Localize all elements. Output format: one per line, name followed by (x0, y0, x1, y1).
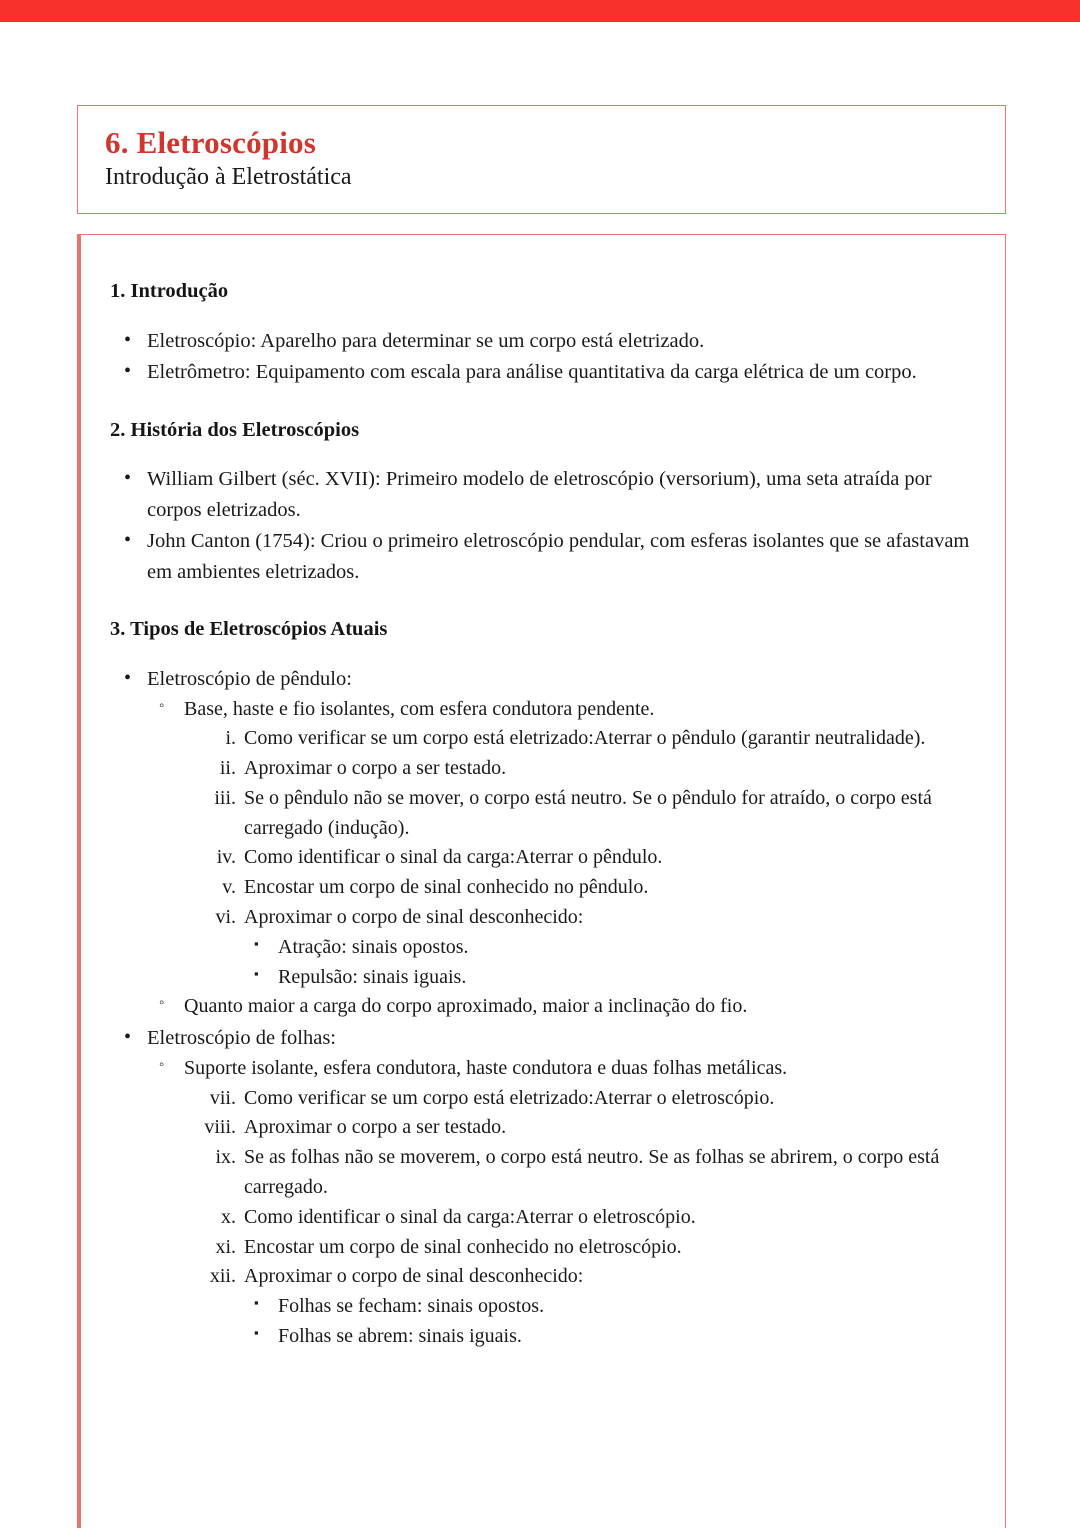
step-item (184, 843, 975, 873)
list-item-text: Suporte isolante, esfera condutora, haste condutora e duas folhas metálicas. (184, 1056, 788, 1079)
list-item (147, 992, 975, 1022)
step-item (184, 724, 975, 754)
step-item (184, 1203, 975, 1233)
square-bullet-icon: ▪ (254, 935, 259, 951)
step-text: Como identificar o sinal da carga:Aterrar o pêndulo. (244, 846, 663, 869)
section-tipos (110, 617, 975, 1351)
outcome-item (244, 933, 975, 963)
square-bullet-icon: ▪ (254, 1295, 259, 1311)
folhas-steps (184, 1084, 975, 1352)
section-heading: 2. História dos Eletroscópios (110, 418, 360, 441)
step-text: Aproximar o corpo de sinal desconhecido: (244, 1265, 584, 1288)
document-body-box (77, 234, 1006, 1528)
bullet-icon: • (124, 1026, 132, 1049)
step-item (184, 873, 975, 903)
pendulo-outcomes (244, 933, 975, 993)
page-title: 6. Eletroscópios (105, 125, 317, 160)
step-text: Como verificar se um corpo está eletrizado:Aterrar o pêndulo (garantir neutralidade). (244, 727, 926, 750)
pendulo-sublist (147, 695, 975, 1023)
step-text: Se o pêndulo não se mover, o corpo está neutro. Se o pêndulo for atraído, o corpo está carregado (indução). (244, 786, 932, 839)
bullet-icon: • (124, 360, 132, 383)
list-item-text: William Gilbert (séc. XVII): Primeiro modelo de eletroscópio (versorium), uma seta atraída por corpos eletrizados. (147, 468, 932, 521)
hollow-bullet-icon: ◦ (159, 697, 165, 714)
section-introducao (110, 279, 975, 388)
step-item (184, 754, 975, 784)
outcome-item (244, 1322, 975, 1352)
section-list (110, 326, 975, 388)
list-item-text: John Canton (1754): Criou o primeiro eletroscópio pendular, com esferas isolantes que se afastavam em ambientes eletrizados. (147, 530, 970, 583)
outcome-text: Folhas se fecham: sinais opostos. (278, 1295, 545, 1318)
list-item-text: Eletrômetro: Equipamento com escala para análise quantitativa da carga elétrica de um corpo. (147, 361, 917, 384)
page-subtitle: Introdução à Eletrostática (105, 163, 352, 190)
list-item (147, 1054, 975, 1352)
outcome-text: Folhas se abrem: sinais iguais. (278, 1324, 522, 1347)
list-item-text: Quanto maior a carga do corpo aproximado, maior a inclinação do fio. (184, 995, 748, 1018)
hollow-bullet-icon: ◦ (159, 1056, 165, 1073)
bullet-icon: • (124, 328, 132, 351)
step-text: Encostar um corpo de sinal conhecido no pêndulo. (244, 876, 649, 899)
section-historia (110, 418, 975, 588)
step-item (184, 1084, 975, 1114)
step-text: Como verificar se um corpo está eletrizado:Aterrar o eletroscópio. (244, 1086, 775, 1109)
body-inner (81, 235, 1005, 1352)
document-header-box (77, 105, 1006, 214)
bullet-icon: • (124, 666, 132, 689)
tipos-list (110, 664, 975, 1352)
step-text: Encostar um corpo de sinal conhecido no eletroscópio. (244, 1235, 682, 1258)
roman-numeral: iv. (216, 846, 236, 869)
roman-numeral: v. (222, 876, 236, 899)
list-item-text: Eletroscópio de pêndulo: (147, 667, 352, 690)
section-heading: 3. Tipos de Eletroscópios Atuais (110, 618, 388, 641)
section-heading: 1. Introdução (110, 280, 229, 302)
list-item-pendulo (110, 664, 975, 1022)
step-text: Aproximar o corpo a ser testado. (244, 1116, 507, 1139)
step-item (184, 1113, 975, 1143)
list-item (110, 526, 975, 587)
list-item (147, 695, 975, 993)
roman-numeral: vii. (209, 1086, 236, 1109)
step-item (184, 1262, 975, 1351)
step-text: Aproximar o corpo de sinal desconhecido: (244, 906, 584, 929)
step-text: Se as folhas não se moverem, o corpo está neutro. Se as folhas se abrirem, o corpo está carregado. (244, 1146, 940, 1198)
list-item-folhas (110, 1023, 975, 1352)
square-bullet-icon: ▪ (254, 1324, 259, 1340)
roman-numeral: x. (221, 1205, 236, 1228)
outcome-text: Atração: sinais opostos. (278, 935, 469, 958)
top-red-banner (0, 0, 1080, 22)
roman-numeral: i. (225, 727, 236, 750)
list-item-text: Base, haste e fio isolantes, com esfera condutora pendente. (184, 697, 655, 720)
list-item-text: Eletroscópio: Aparelho para determinar se um corpo está eletrizado. (147, 329, 705, 352)
roman-numeral: xii. (209, 1265, 236, 1288)
list-item (110, 326, 975, 357)
roman-numeral: iii. (214, 786, 236, 809)
list-item-text: Eletroscópio de folhas: (147, 1027, 337, 1050)
document-page (0, 22, 1080, 1528)
header-inner (78, 106, 1005, 191)
step-item (184, 1143, 975, 1203)
step-item (184, 1233, 975, 1263)
bullet-icon: • (124, 529, 132, 552)
roman-numeral: ix. (215, 1146, 236, 1169)
roman-numeral: viii. (204, 1116, 236, 1139)
step-item (184, 903, 975, 992)
outcome-item (244, 1292, 975, 1322)
hollow-bullet-icon: ◦ (159, 995, 165, 1012)
step-text: Aproximar o corpo a ser testado. (244, 757, 507, 780)
roman-numeral: vi. (215, 906, 236, 929)
bullet-icon: • (124, 467, 132, 490)
step-item (184, 784, 975, 844)
list-item (110, 464, 975, 525)
outcome-item (244, 963, 975, 993)
folhas-outcomes (244, 1292, 975, 1352)
list-item (110, 357, 975, 388)
step-text: Como identificar o sinal da carga:Aterrar o eletroscópio. (244, 1205, 696, 1228)
pendulo-steps (184, 724, 975, 992)
roman-numeral: xi. (215, 1235, 236, 1258)
outcome-text: Repulsão: sinais iguais. (278, 965, 467, 988)
square-bullet-icon: ▪ (254, 965, 259, 981)
folhas-sublist (147, 1054, 975, 1352)
section-list (110, 464, 975, 587)
roman-numeral: ii. (219, 757, 236, 780)
